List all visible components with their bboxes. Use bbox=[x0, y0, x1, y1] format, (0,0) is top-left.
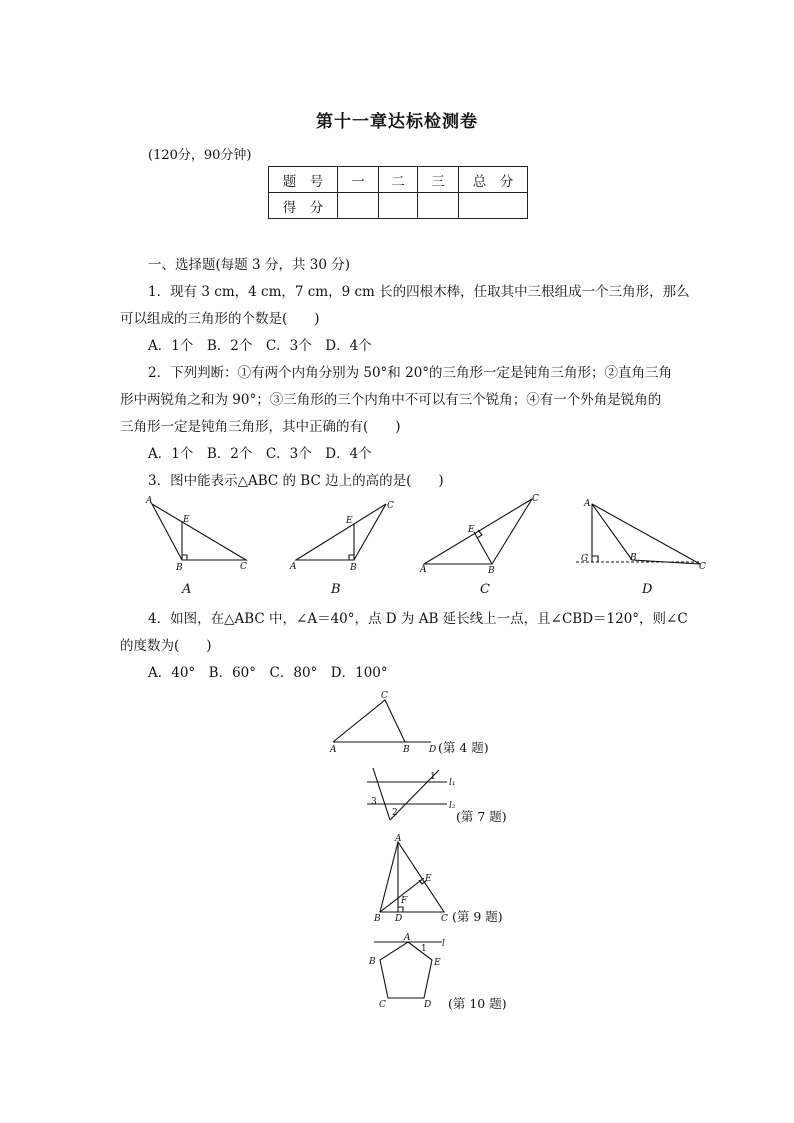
point-label: E bbox=[434, 958, 441, 968]
question-2-text: 形中两锐角之和为 90°；③三角形的三个内角中不可以有三个锐角；④有一个外角是锐角的 bbox=[120, 392, 662, 408]
score-table-header: 三 bbox=[418, 167, 459, 193]
angle-label: 1 bbox=[421, 944, 427, 954]
figure-caption: (第 7 题) bbox=[456, 809, 507, 824]
score-time-info: (120分，90分钟) bbox=[148, 148, 252, 163]
question-1-text: 可以组成的三角形的个数是( ) bbox=[120, 311, 320, 327]
point-label: C bbox=[381, 691, 388, 701]
point-label: E bbox=[468, 525, 475, 535]
section-heading: 一、选择题(每题 3 分，共 30 分) bbox=[148, 257, 350, 273]
point-label: B bbox=[176, 563, 183, 573]
point-label: G bbox=[581, 554, 589, 564]
line-label: l bbox=[442, 939, 445, 949]
page-title: 第十一章达标检测卷 bbox=[316, 112, 478, 132]
figure-caption: (第 4 题) bbox=[438, 740, 489, 755]
point-label: A bbox=[404, 933, 411, 943]
figure-option-label: C bbox=[480, 582, 490, 597]
point-label: C bbox=[699, 562, 706, 572]
figure-option-label: D bbox=[642, 582, 653, 597]
score-table-header: 总 分 bbox=[459, 167, 528, 193]
figure-question-7 bbox=[355, 762, 525, 832]
point-label: A bbox=[420, 565, 427, 575]
point-label: A bbox=[290, 562, 297, 572]
point-label: D bbox=[429, 745, 437, 755]
point-label: B bbox=[630, 553, 637, 563]
point-label: E bbox=[425, 874, 432, 884]
point-label: E bbox=[183, 515, 190, 525]
point-label: F bbox=[401, 896, 408, 906]
point-label: E bbox=[346, 516, 353, 526]
point-label: D bbox=[395, 914, 403, 924]
point-label: A bbox=[395, 834, 402, 844]
figure-option-label: A bbox=[182, 582, 192, 597]
angle-label: 2 bbox=[392, 808, 398, 818]
figure-option-label: B bbox=[331, 582, 341, 597]
score-row-label: 得 分 bbox=[269, 193, 338, 219]
point-label: B bbox=[403, 745, 410, 755]
score-cell[interactable] bbox=[379, 193, 418, 219]
figure-caption: (第 10 题) bbox=[448, 996, 507, 1011]
point-label: C bbox=[240, 562, 247, 572]
point-label: C bbox=[379, 1000, 386, 1010]
point-label: A bbox=[330, 745, 337, 755]
score-table-header: 二 bbox=[379, 167, 418, 193]
score-cell[interactable] bbox=[418, 193, 459, 219]
point-label: C bbox=[532, 494, 539, 504]
point-label: B bbox=[374, 914, 381, 924]
line-label: l₂ bbox=[449, 801, 456, 811]
line-label: l₁ bbox=[449, 778, 456, 788]
score-cell[interactable] bbox=[338, 193, 379, 219]
question-2-text: 2．下列判断：①有两个内角分别为 50°和 20°的三角形一定是钝角三角形；②直角三角 bbox=[148, 365, 673, 381]
point-label: B bbox=[369, 957, 376, 967]
point-label: A bbox=[584, 499, 591, 509]
point-label: C bbox=[387, 501, 394, 511]
question-4-text: 4．如图，在△ABC 中，∠A＝40°，点 D 为 AB 延长线上一点，且∠CBD＝120°，则∠C bbox=[148, 611, 688, 627]
score-table-header: 一 bbox=[338, 167, 379, 193]
point-label: B bbox=[488, 566, 495, 576]
question-3-text: 3．图中能表示△ABC 的 BC 边上的高的是( ) bbox=[148, 473, 444, 489]
figure-question-9 bbox=[368, 832, 538, 928]
score-cell[interactable] bbox=[459, 193, 528, 219]
angle-label: 3 bbox=[371, 797, 377, 807]
question-1-text: 1．现有 3 cm，4 cm，7 cm，9 cm 长的四根木棒，任取其中三根组成一个三角形，那么 bbox=[148, 284, 690, 300]
question-2-text: 三角形一定是钝角三角形，其中正确的有( ) bbox=[120, 419, 401, 435]
question-1-options: A．1个 B．2个 C．3个 D．4个 bbox=[148, 338, 372, 354]
question-3-figures bbox=[140, 492, 720, 598]
score-table bbox=[268, 166, 528, 219]
angle-label: 1 bbox=[430, 772, 436, 782]
score-table-header: 题 号 bbox=[269, 167, 338, 193]
figure-question-10 bbox=[362, 930, 532, 1016]
point-label: B bbox=[350, 563, 357, 573]
figure-caption: (第 9 题) bbox=[452, 909, 503, 924]
figure-question-4 bbox=[325, 688, 505, 758]
question-4-text: 的度数为( ) bbox=[120, 638, 212, 654]
question-4-options: A．40° B．60° C．80° D．100° bbox=[148, 665, 388, 681]
point-label: A bbox=[146, 496, 153, 506]
question-2-options: A．1个 B．2个 C．3个 D．4个 bbox=[148, 446, 372, 462]
point-label: C bbox=[441, 914, 448, 924]
point-label: D bbox=[424, 1000, 432, 1010]
